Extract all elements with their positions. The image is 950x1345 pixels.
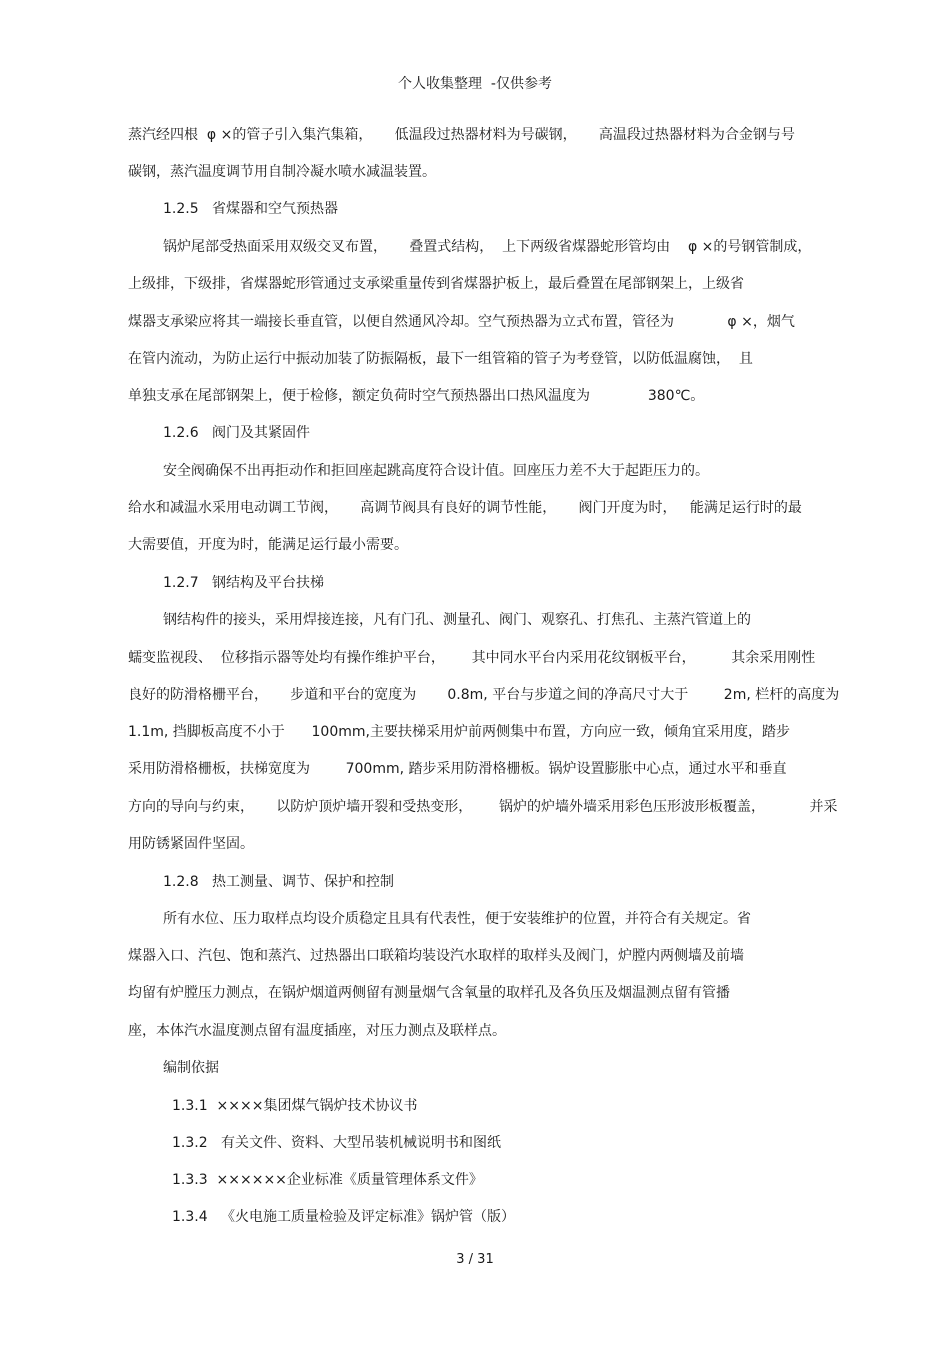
body-line: 蒸汽经四根 φ ×的管子引入集汽集箱， 低温段过热器材料为号碳钢， 高温段过热器材料为合金钢与号: [128, 127, 795, 143]
body-line: 单独支承在尾部钢架上，便于检修，额定负荷时空气预热器出口热风温度为 380℃。: [128, 388, 705, 404]
reference-item: 1.3.1 ××××集团煤气锅炉技术协议书: [172, 1098, 418, 1114]
body-line: 所有水位、压力取样点均设介质稳定且具有代表性，便于安装维护的位置，并符合有关规定。省: [163, 911, 751, 927]
body-line: 给水和减温水采用电动调工节阀， 高调节阀具有良好的调节性能， 阀门开度为时， 能满足运行时的最: [128, 500, 802, 516]
section-heading: 1.2.8 热工测量、调节、保护和控制: [163, 874, 394, 890]
reference-item: 1.3.2 有关文件、资料、大型吊装机械说明书和图纸: [172, 1135, 501, 1151]
section-heading: 编制依据: [163, 1060, 219, 1076]
body-line: 上级排，下级排，省煤器蛇形管通过支承梁重量传到省煤器护板上，最后叠置在尾部钢架上，上级省: [128, 276, 744, 292]
body-line: 均留有炉膛压力测点，在锅炉烟道两侧留有测量烟气含氧量的取样孔及各负压及烟温测点留有管播: [128, 985, 730, 1001]
body-line: 碳钢，蒸汽温度调节用自制冷凝水喷水减温装置。: [128, 164, 436, 180]
body-line: 蠕变监视段、 位移指示器等处均有操作维护平台， 其中同水平台内采用花纹钢板平台， 其余采用刚性: [128, 650, 816, 666]
page-number: 3 / 31: [456, 1252, 494, 1267]
section-heading: 1.2.5 省煤器和空气预热器: [163, 201, 338, 217]
body-line: 1.1m, 挡脚板高度不小于 100mm,主要扶梯采用炉前两侧集中布置，方向应一致，倾角宜采用度，踏步: [128, 724, 790, 740]
body-line: 大需要值，开度为时，能满足运行最小需要。: [128, 537, 408, 553]
section-heading: 1.2.6 阀门及其紧固件: [163, 425, 310, 441]
body-line: 煤器入口、汽包、饱和蒸汽、过热器出口联箱均装设汽水取样的取样头及阀门，炉膛内两侧墙及前墙: [128, 948, 744, 964]
reference-item: 1.3.3 ××××××企业标准《质量管理体系文件》: [172, 1172, 483, 1188]
body-line: 煤器支承梁应将其一端接长垂直管，以便自然通风冷却。空气预热器为立式布置，管径为 φ ×，烟气: [128, 314, 795, 330]
body-line: 钢结构件的接头，采用焊接连接，凡有门孔、测量孔、阀门、观察孔、打焦孔、主蒸汽管道上的: [163, 612, 751, 628]
body-line: 方向的导向与约束， 以防炉顶炉墙开裂和受热变形， 锅炉的炉墙外墙采用彩色压形波形板覆盖， 并采: [128, 799, 838, 815]
body-line: 采用防滑格栅板，扶梯宽度为 700mm, 踏步采用防滑格栅板。锅炉设置膨胀中心点，通过水平和垂直: [128, 761, 787, 777]
body-line: 安全阀确保不出再拒动作和拒回座起跳高度符合设计值。回座压力差不大于起距压力的。: [163, 463, 709, 479]
body-line: 座，本体汽水温度测点留有温度插座，对压力测点及联样点。: [128, 1023, 506, 1039]
body-line: 锅炉尾部受热面采用双级交叉布置， 叠置式结构， 上下两级省煤器蛇形管均由 φ ×的号钢管制成，: [163, 239, 812, 255]
section-heading: 1.2.7 钢结构及平台扶梯: [163, 575, 324, 591]
reference-item: 1.3.4 《火电施工质量检验及评定标准》锅炉管（版）: [172, 1209, 515, 1225]
body-line: 良好的防滑格栅平台， 步道和平台的宽度为 0.8m, 平台与步道之间的净高尺寸大于 2m, 栏杆的高度为: [128, 687, 840, 703]
body-line: 在管内流动，为防止运行中振动加装了防振隔板，最下一组管箱的管子为考登管，以防低温腐蚀， 且: [128, 351, 753, 367]
page-header: 个人收集整理 -仅供参考: [398, 76, 552, 92]
body-line: 用防锈紧固件坚固。: [128, 836, 254, 852]
